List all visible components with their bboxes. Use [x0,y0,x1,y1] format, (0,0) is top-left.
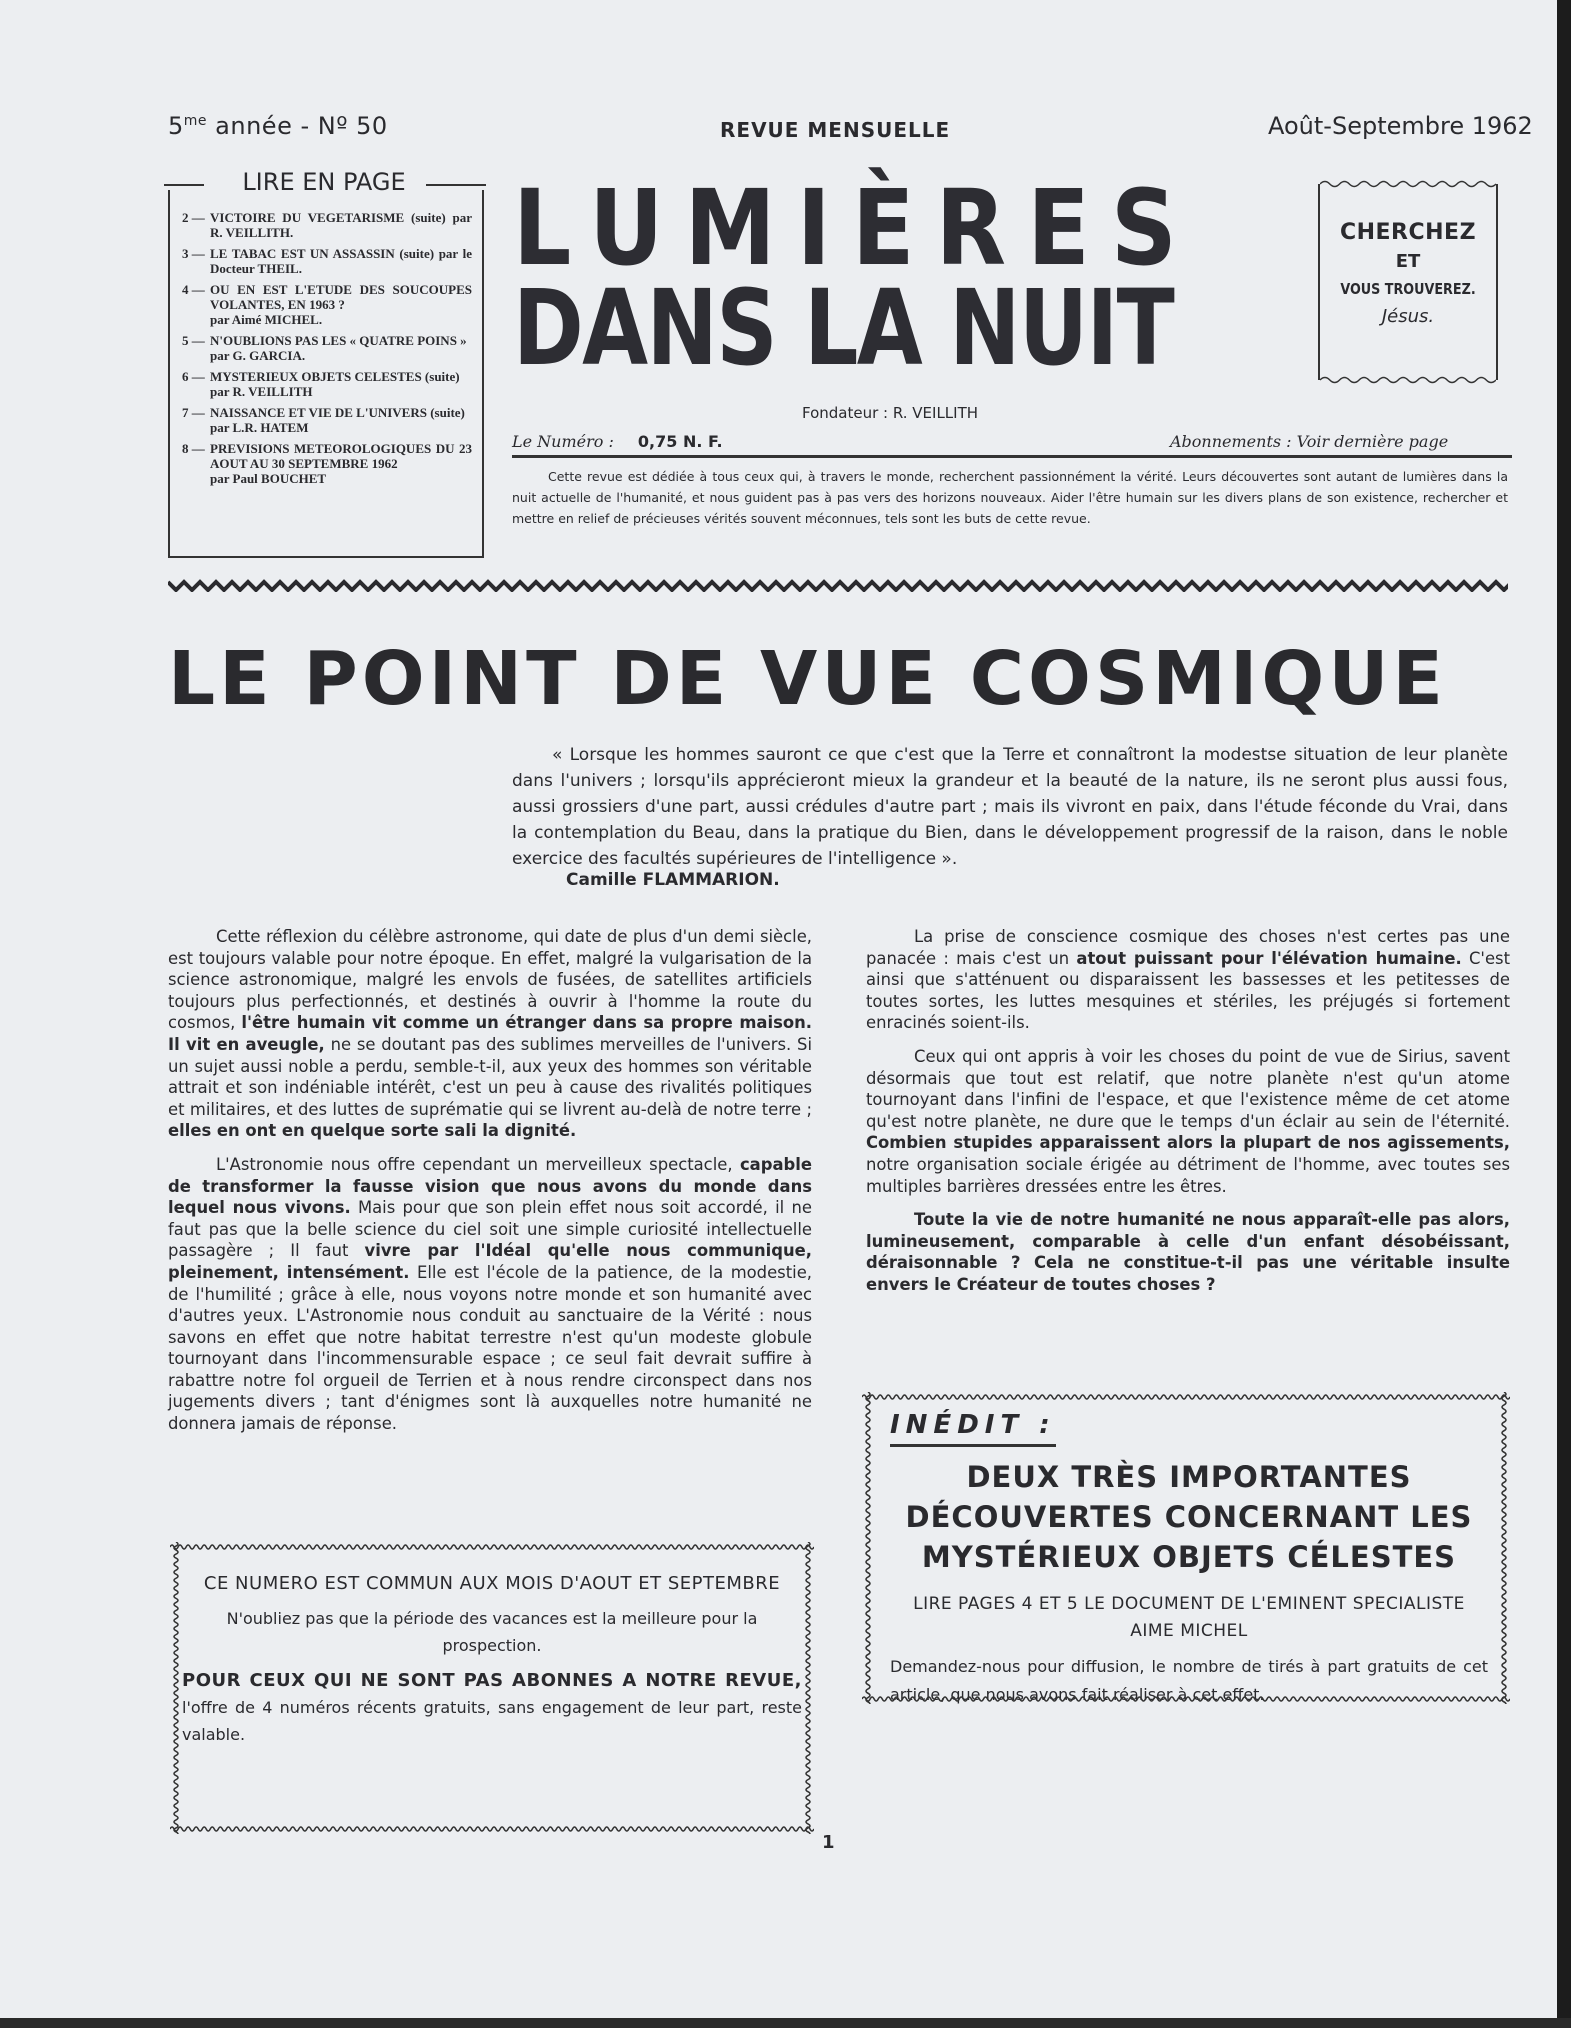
article-paragraph: Ceux qui ont appris à voir les choses du point de vue de Sirius, savent désormais que tout est relatif, que notre planète n'est qu'un atome tournoyant dans l'infini de l'espace, et que l'existence même de cet atome qu'est notre planète, ne dure que le temps d'un éclair au sein de l'éternité. Combien stupides apparaissent alors la plupart de nos agissements, notre organisation sociale érigée au détriment de l'homme, avec toutes ses multiples barrières dressées entre les êtres. [866,1046,1510,1196]
wavy-border-right [802,1542,814,1834]
wavy-border-top [1320,179,1496,189]
notice-offer: POUR CEUX QUI NE SONT PAS ABONNES A NOTRE REVUE, l'offre de 4 numéros récents gratuits, sans engagement de leur part, reste valable. [182,1670,802,1744]
toc-item-author: par R. VEILLITH [210,384,313,399]
motto-line-1: CHERCHEZ [1339,220,1477,245]
toc-item-title: VICTOIRE DU VEGETARISME (suite) par R. VEILLITH. [210,210,472,240]
price-label: Le Numéro : [512,432,614,451]
wavy-border-bottom [862,1694,1510,1704]
toc-page-number: 8 — [182,441,205,456]
toc-page-number: 2 — [182,210,205,225]
notice-box [170,1542,814,1834]
masthead-line-2: DANS LA NUIT [513,267,1174,389]
inedit-headline: DEUX TRÈS IMPORTANTES DÉCOUVERTES CONCERNANT LES MYSTÉRIEUX OBJETS CÉLESTES [905,1460,1473,1574]
toc-item-author: par Aimé MICHEL. [210,312,323,327]
price-line [512,432,723,451]
toc-title: LIRE EN PAGE [164,168,484,196]
header-rule [512,455,1512,458]
table-of-contents [168,190,484,558]
toc-item [182,246,472,276]
quote-author: Camille FLAMMARION. [566,870,780,890]
issue-number: $5^{me}$ année - Nº 50 [168,112,388,140]
subscription-note: Abonnements : Voir dernière page [1170,432,1449,451]
motto-attribution: Jésus. [1381,306,1435,327]
founder-line: Fondateur : R. VEILLITH [802,404,979,422]
toc-item-title: LE TABAC EST UN ASSASSIN (suite) par le Docteur THEIL. [210,246,472,276]
motto-line-3: VOUS TROUVEREZ. [1340,280,1476,298]
toc-item-title: N'OUBLIONS PAS LES « QUATRE POINS » par G. GARCIA. [210,333,472,363]
article-column-left [168,926,812,1447]
toc-item [182,210,472,240]
article-quote: « Lorsque les hommes sauront ce que c'est que la Terre et connaîtront la modestse situation de leur planète dans l'univers ; lorsqu'ils apprécieront mieux la grandeur et la beauté de la nature, ils ne seront plus aussi fous, aussi grossiers d'une part, aussi crédules d'autre part ; mais ils vivront en paix, dans l'étude féconde du Vrai, dans la contemplation du Beau, dans la pratique du Bien, dans le développement progressif de la raison, dans le noble exercice des facultés supérieures de l'intelligence ». [512,745,1508,869]
mission-statement: Cette revue est dédiée à tous ceux qui, à travers le monde, recherchent passionnément la vérité. Leurs découvertes sont autant de lumières dans la nuit actuelle de l'humanité, et nous guident pas à pas vers des horizons nouveaux. Aider l'être humain sur les divers plans de son existence, rechercher et mettre en relief de précieuses vérités souvent méconnues, tels sont les buts de cette revue. [512,469,1508,526]
toc-item-author: par G. GARCIA. [210,348,306,363]
toc-item-title: NAISSANCE ET VIE DE L'UNIVERS (suite) par L.R. HATEM [210,405,472,435]
toc-item [182,441,472,486]
issue-date: Août-Septembre 1962 [1268,112,1533,140]
toc-item-title: OU EN EST L'ETUDE DES SOUCOUPES VOLANTES, EN 1963 ? par Aimé MICHEL. [210,282,472,327]
toc-page-number: 7 — [182,405,205,420]
wavy-border-right [1498,1392,1510,1704]
notice-title: CE NUMERO EST COMMUN AUX MOIS D'AOUT ET SEPTEMBRE [203,1573,781,1594]
inedit-label: INÉDIT : [890,1410,1056,1447]
zigzag-line [168,582,1508,590]
article-paragraph: L'Astronomie nous offre cependant un merveilleux spectacle, capable de transformer la fausse vision que nous avons du monde dans lequel nous vivons. Mais pour que son plein effet nous soit accordé, il ne faut pas que la belle science du ciel soit une simple curiosité intellectuelle passagère ; Il faut vivre par l'Idéal qu'elle nous communique, pleinement, intensément. Elle est l'école de la patience, de la modestie, de l'humilité ; grâce à elle, nous voyons notre monde et son humanité avec d'autres yeux. L'Astronomie nous conduit au sanctuaire de la Vérité : nous savons en effet que notre habitat terrestre n'est qu'un modeste globule tournoyant dans l'incommensurable espace ; ce seul fait devrait suffire à rabattre notre fol orgueil de Terrien et à nous rendre circonspect dans nos jugements divers ; tant d'énigmes sont là auxquelles notre humanité ne donnera jamais de réponse. [168,1154,812,1434]
toc-item-title: MYSTERIEUX OBJETS CELESTES (suite) par R. VEILLITH [210,369,472,399]
scan-edge-right [1557,0,1571,2028]
scan-edge-bottom [0,2018,1571,2028]
toc-item [182,333,472,363]
motto-box [1318,184,1498,380]
inedit-body: Demandez-nous pour diffusion, le nombre de tirés à part gratuits de cet article, que nous avons fait réaliser à cet effet. [890,1657,1488,1704]
notice-line: N'oubliez pas que la période des vacances est la meilleure pour la prospection. [226,1609,758,1655]
toc-page-number: 5 — [182,333,205,348]
toc-page-number: 3 — [182,246,205,261]
motto-line-2: ET [1395,251,1421,272]
wavy-border-left [862,1392,874,1704]
masthead-line-1: LUMIÈRES [513,167,1198,289]
article-paragraph: Cette réflexion du célèbre astronome, qui date de plus d'un demi siècle, est toujours valable pour notre époque. En effet, malgré la vulgarisation de la science astronomique, malgré les envols de fusées, de satellites artificiels toujours plus perfectionnés, et destinés à ouvrir à l'homme la route du cosmos, l'être humain vit comme un étranger dans sa propre maison. Il vit en aveugle, ne se doutant pas des sublimes merveilles de l'univers. Si un sujet aussi noble a perdu, semble-t-il, aux yeux des hommes son véritable attrait et son indéniable intérêt, c'est un peu à cause des rivalités politiques et militaires, et des luttes de suprématie qui se livrent au-delà de notre terre ; elles en ont en quelque sorte sali la dignité. [168,927,812,1141]
wavy-border-left [170,1542,182,1834]
price-value: 0,75 N. F. [637,432,723,451]
periodicity-label: REVUE MENSUELLE [720,118,951,142]
wavy-border-bottom [170,1824,814,1834]
inedit-subheadline: LIRE PAGES 4 ET 5 LE DOCUMENT DE L'EMINENT SPECIALISTE AIME MICHEL [913,1594,1465,1641]
toc-item-author: par Paul BOUCHET [210,471,327,486]
zigzag-divider [168,578,1508,592]
inedit-box [862,1392,1510,1704]
wavy-border-bottom [1320,375,1496,385]
masthead [513,167,1318,389]
article-paragraph: Toute la vie de notre humanité ne nous apparaît-elle pas alors, lumineusement, comparable à celle d'un enfant désobéissant, déraisonnable ? Cela ne constitue-t-il pas une véritable insulte envers le Créateur de toutes choses ? [866,1210,1510,1294]
article-title: LE POINT DE VUE COSMIQUE [168,636,1447,722]
wavy-border-top [170,1542,814,1552]
toc-item [182,405,472,435]
page-number: 1 [822,1832,835,1853]
toc-page-number: 4 — [182,282,205,297]
article-column-right [866,926,1510,1308]
toc-page-number: 6 — [182,369,205,384]
article-paragraph: La prise de conscience cosmique des choses n'est certes pas une panacée : mais c'est un atout puissant pour l'élévation humaine. C'est ainsi que s'atténuent ou disparaissent les bassesses et les petitesses de toutes sortes, les luttes mesquines et stériles, les préjugés si fortement enracinés soient-ils. [866,927,1510,1033]
toc-item-author: par L.R. HATEM [210,420,309,435]
toc-item [182,282,472,327]
toc-item [182,369,472,399]
toc-item-title: PREVISIONS METEOROLOGIQUES DU 23 AOUT AU 30 SEPTEMBRE 1962 par Paul BOUCHET [210,441,472,486]
wavy-border-top [862,1392,1510,1402]
toc-list [182,210,472,492]
